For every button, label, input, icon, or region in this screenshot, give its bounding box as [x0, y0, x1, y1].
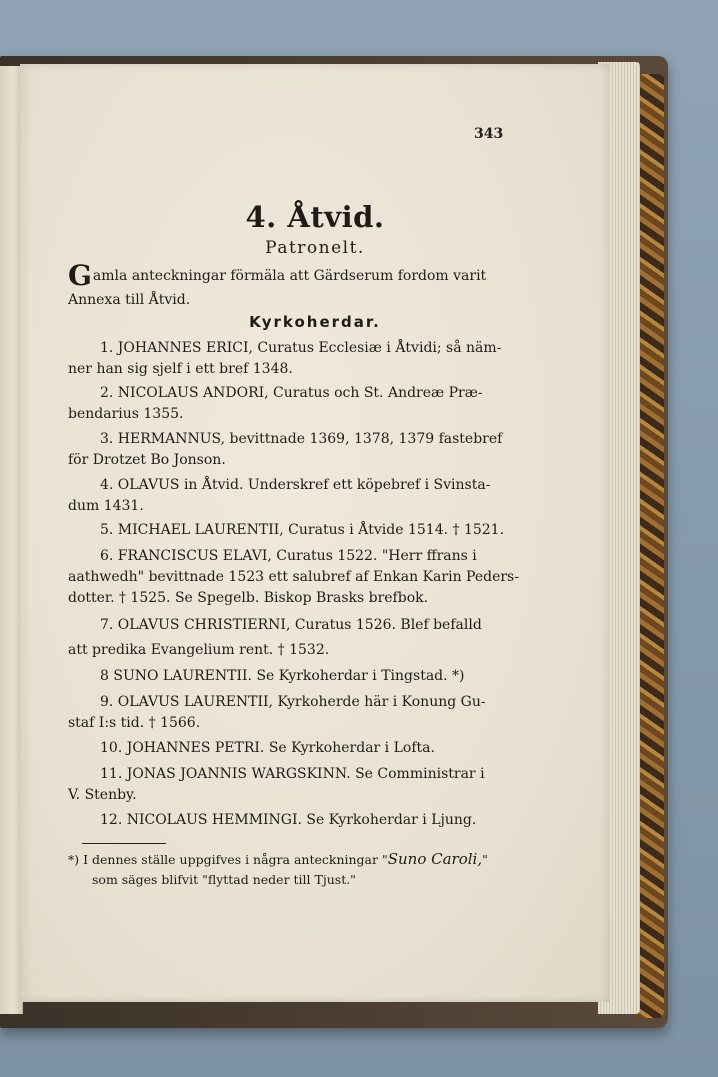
- entry-3-line-2: för Drotzet Bo Jonson.: [68, 452, 226, 468]
- entry-1-line-2: ner han sig sjelf i ett bref 1348.: [68, 361, 293, 377]
- intro-paragraph: [68, 259, 528, 312]
- entry-12-line-1: 12. NICOLAUS HEMMINGI. Se Kyrkoherdar i Ljung.: [100, 812, 477, 828]
- entry-2-line-2: bendarius 1355.: [68, 406, 184, 422]
- entry-7-line-1: 7. OLAVUS CHRISTIERNI, Curatus 1526. Blef befalld: [100, 617, 482, 633]
- footnote-line-1-end: ": [482, 852, 488, 867]
- book-page: [20, 64, 610, 1002]
- entry-4-line-1: 4. OLAVUS in Åtvid. Underskref ett köpebref i Svinsta-: [100, 477, 491, 493]
- entry-11-line-1: 11. JONAS JOANNIS WARGSKINN. Se Comministrar i: [100, 766, 485, 782]
- footnote-line-1: [68, 850, 488, 869]
- chapter-title: 4. Åtvid.: [245, 200, 385, 234]
- patronage-subtitle: Patronelt.: [265, 238, 365, 258]
- entry-9-line-2: staf I:s tid. † 1566.: [68, 715, 201, 731]
- footnote-italic-name: Suno Caroli,: [387, 850, 483, 868]
- marbled-cover-edge: [636, 74, 664, 1018]
- entry-10-line-1: 10. JOHANNES PETRI. Se Kyrkoherdar i Lofta.: [100, 740, 435, 756]
- footnote-line-1-start: *) I dennes ställe uppgifves i några anteckningar ": [68, 852, 388, 867]
- entry-9-line-1: 9. OLAVUS LAURENTII, Kyrkoherde här i Konung Gu-: [100, 694, 486, 710]
- entry-11-line-2: V. Stenby.: [68, 787, 137, 803]
- entry-6-line-3: dotter. † 1525. Se Spegelb. Biskop Brasks brefbok.: [68, 590, 429, 606]
- entry-1-line-1: 1. JOHANNES ERICI, Curatus Ecclesiæ i Åtvidi; så näm-: [100, 340, 502, 356]
- entry-2-line-1: 2. NICOLAUS ANDORI, Curatus och St. Andreæ Præ-: [100, 385, 483, 401]
- entry-8-line-1: 8 SUNO LAURENTII. Se Kyrkoherdar i Tingstad. *): [100, 668, 465, 684]
- entry-5-line-1: 5. MICHAEL LAURENTII, Curatus i Åtvide 1514. † 1521.: [100, 522, 505, 538]
- footnote-rule: [82, 843, 166, 844]
- section-heading: Kyrkoherdar.: [249, 313, 381, 331]
- footnote-line-2: som säges blifvit "flyttad neder till Tjust.": [92, 872, 356, 887]
- entry-6-line-1: 6. FRANCISCUS ELAVI, Curatus 1522. "Herr ffrans i: [100, 548, 477, 564]
- page-number: 343: [474, 126, 504, 142]
- entry-6-line-2: aathwedh" bevittnade 1523 ett salubref af Enkan Karin Peders-: [68, 569, 519, 585]
- entry-3-line-1: 3. HERMANNUS, bevittnade 1369, 1378, 1379 fastebref: [100, 431, 503, 447]
- entry-7-line-2: att predika Evangelium rent. † 1532.: [68, 642, 330, 658]
- entry-4-line-2: dum 1431.: [68, 498, 144, 514]
- intro-text: amla anteckningar förmäla att Gärdserum fordom varit Annexa till Åtvid.: [68, 268, 487, 308]
- drop-cap: G: [68, 259, 92, 292]
